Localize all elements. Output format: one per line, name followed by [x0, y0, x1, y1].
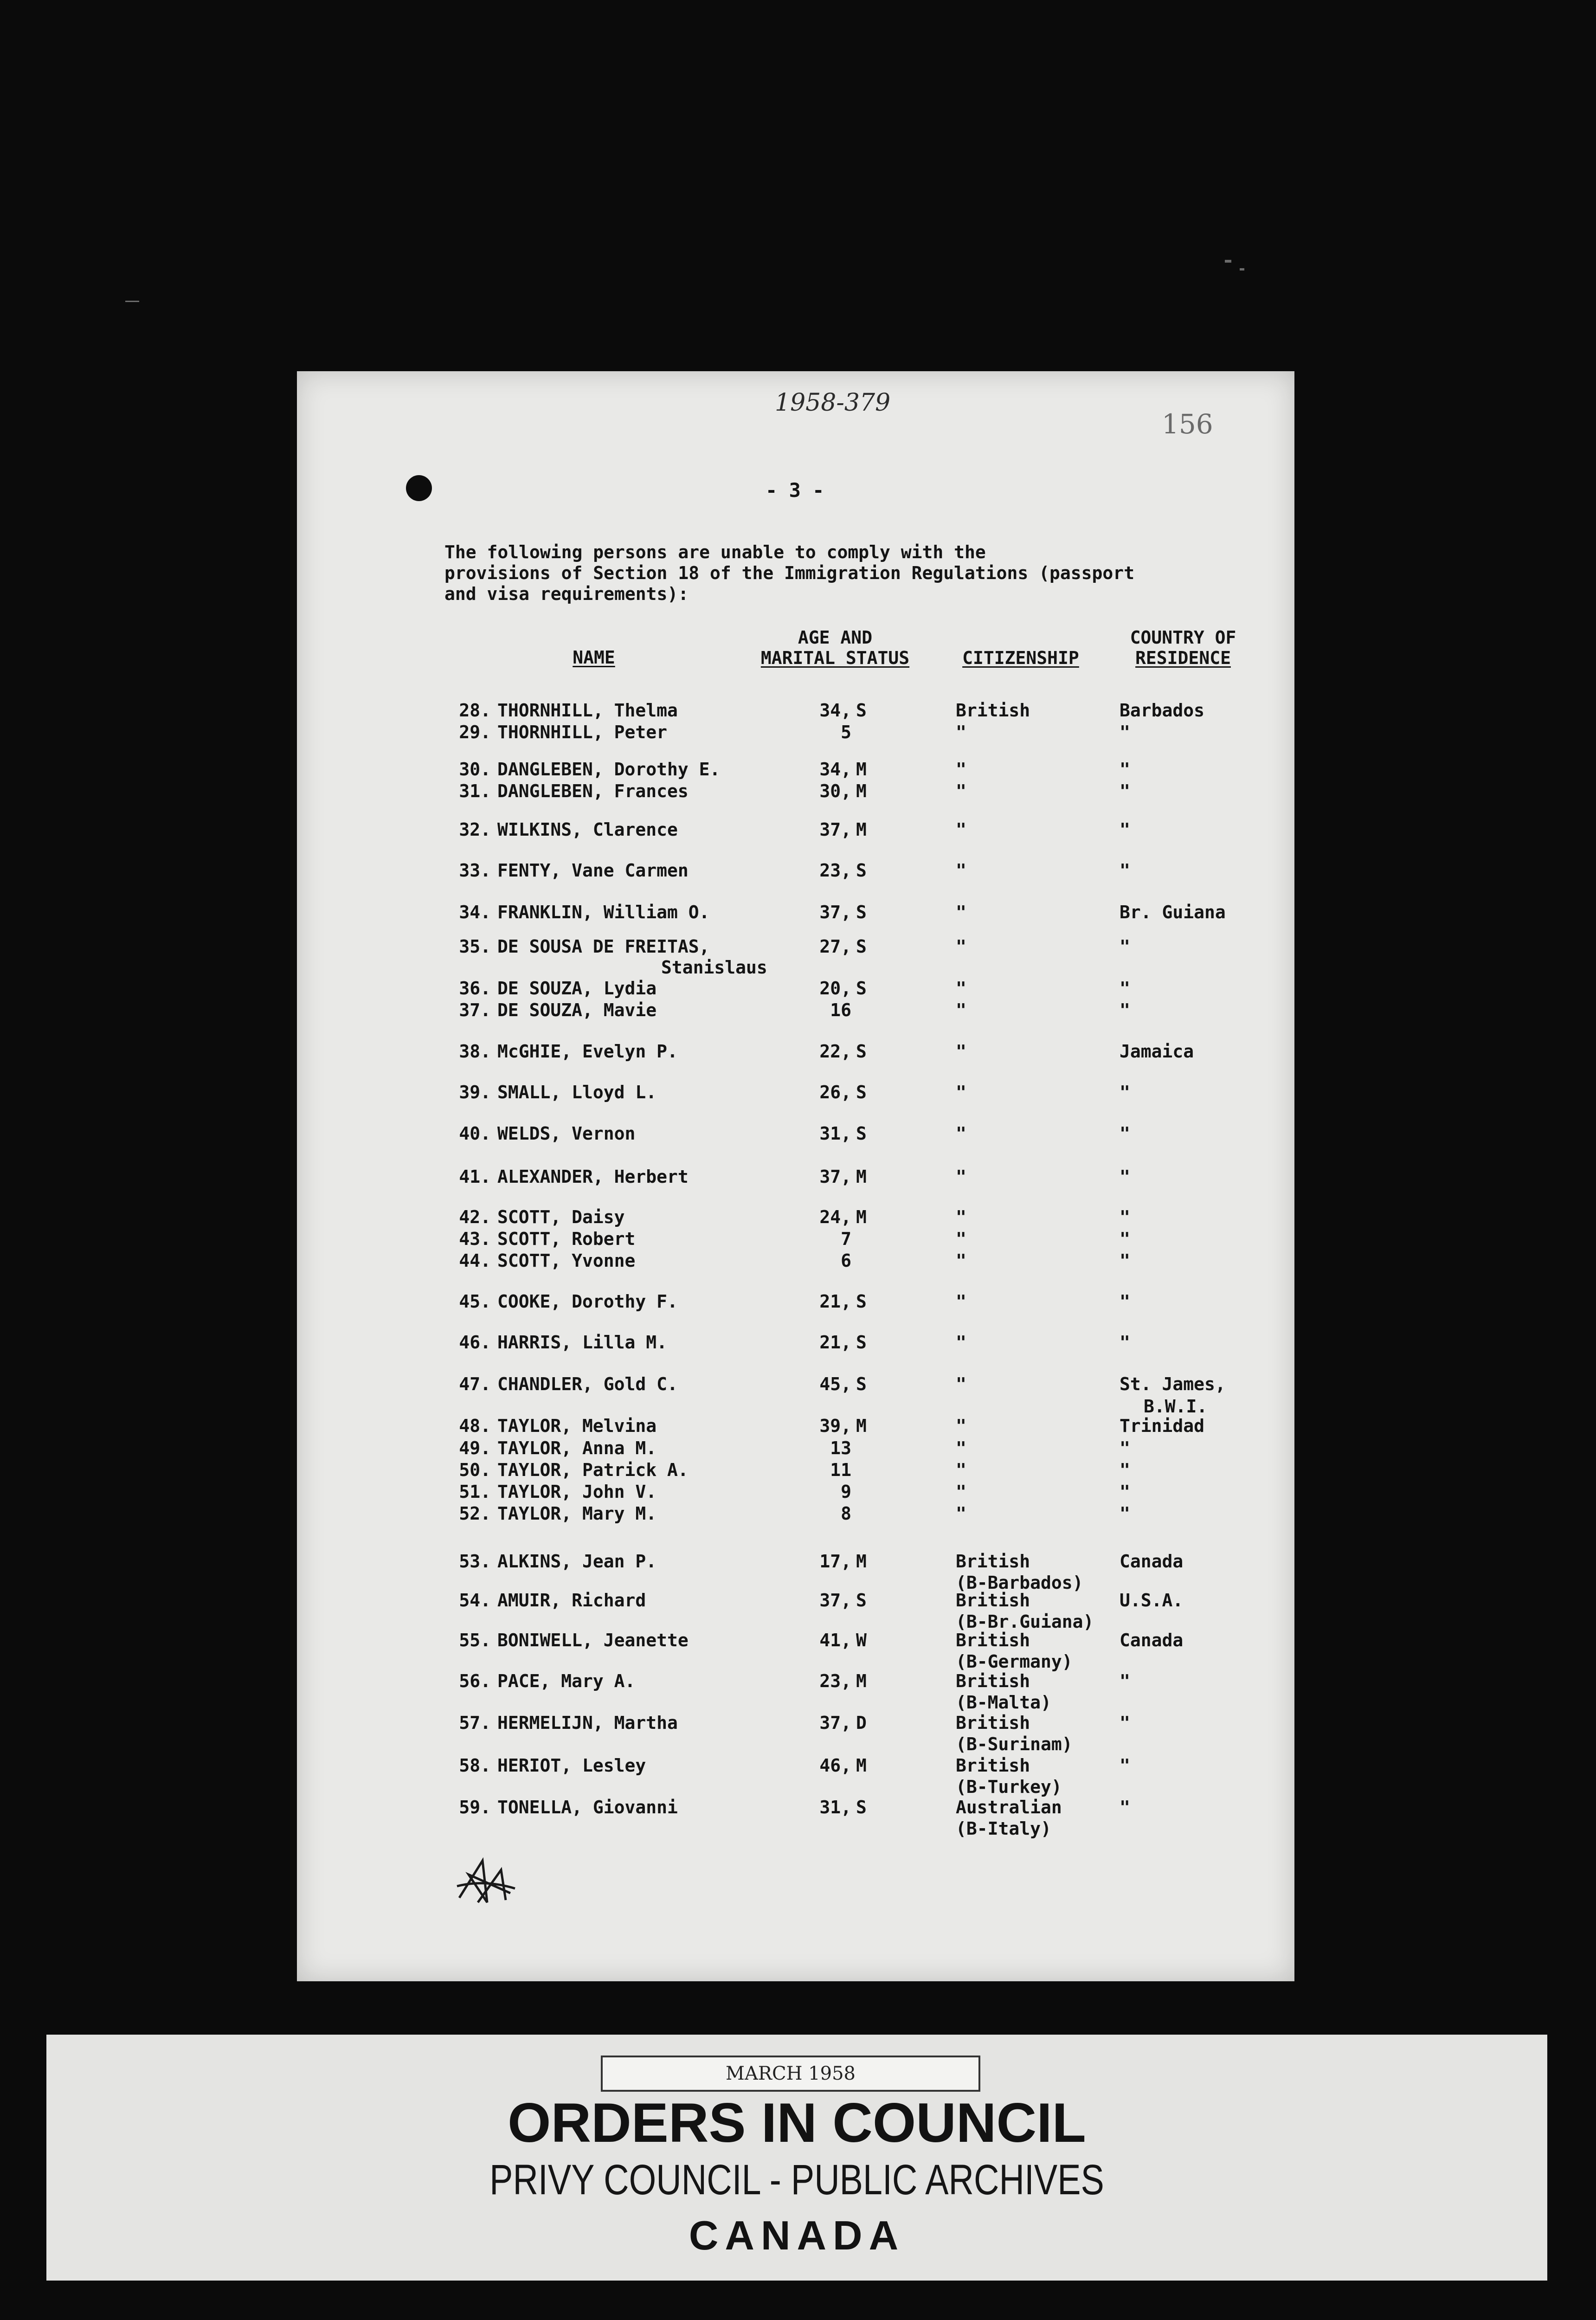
cell-citizenship: " [956, 722, 966, 742]
cell-status: M [856, 1416, 867, 1436]
table-row [297, 1228, 1294, 1250]
cell-name: SCOTT, Daisy [497, 1207, 625, 1227]
cell-status: S [856, 978, 867, 999]
punch-hole [406, 475, 432, 501]
cell-age: 37, [819, 1166, 851, 1187]
cell-name: DANGLEBEN, Dorothy E. [497, 759, 721, 780]
document-page [297, 371, 1294, 1981]
cell-age: 17, [819, 1551, 851, 1572]
table-row [297, 936, 1294, 957]
row-55-citizenship-cont: (B-Germany) [956, 1651, 1073, 1672]
cell-status: S [856, 1291, 867, 1312]
cell-num: 45. [459, 1291, 491, 1312]
cell-citizenship: " [956, 1250, 966, 1271]
row-58-citizenship-cont: (B-Turkey) [956, 1777, 1062, 1797]
scan-speck [125, 301, 139, 302]
cell-citizenship: " [956, 1503, 966, 1524]
header-country [1109, 627, 1257, 668]
cell-country: Canada [1120, 1551, 1184, 1572]
cell-name: McGHIE, Evelyn P. [497, 1041, 678, 1062]
cell-citizenship: " [956, 759, 966, 780]
cell-status: W [856, 1630, 867, 1650]
cell-status: M [856, 1166, 867, 1187]
cell-country: " [1120, 1482, 1130, 1502]
cell-country: " [1120, 1291, 1130, 1312]
cell-num: 48. [459, 1416, 491, 1436]
cell-age: 45, [819, 1374, 851, 1394]
cell-age: 34, [819, 759, 851, 780]
cell-name: DANGLEBEN, Frances [497, 781, 689, 801]
cell-status: D [856, 1713, 867, 1733]
cell-age: 34, [819, 700, 851, 721]
cell-name: TAYLOR, Melvina [497, 1416, 657, 1436]
cell-num: 43. [459, 1229, 491, 1249]
cell-num: 53. [459, 1551, 491, 1572]
cell-country: Br. Guiana [1120, 902, 1226, 922]
cell-country: U.S.A. [1120, 1590, 1184, 1611]
table-row [297, 1123, 1294, 1144]
cell-num: 30. [459, 759, 491, 780]
cell-age: 23, [819, 1671, 851, 1691]
cell-num: 32. [459, 819, 491, 840]
cell-country: St. James, [1120, 1374, 1226, 1394]
cell-age: 9 [841, 1482, 851, 1502]
cell-name: WILKINS, Clarence [497, 819, 678, 840]
cell-age: 27, [819, 936, 851, 957]
cell-citizenship: " [956, 1374, 966, 1394]
cell-num: 36. [459, 978, 491, 999]
cell-country: " [1120, 1438, 1130, 1458]
cell-age: 24, [819, 1207, 851, 1227]
cell-citizenship: " [956, 978, 966, 999]
cell-citizenship: " [956, 1482, 966, 1502]
row-54-citizenship-cont: (B-Br.Guiana) [956, 1611, 1094, 1632]
header-name-label: NAME [573, 647, 615, 668]
cell-name: SCOTT, Robert [497, 1229, 636, 1249]
cell-status: S [856, 936, 867, 957]
cell-name: TAYLOR, John V. [497, 1482, 657, 1502]
cell-citizenship: British [956, 1755, 1030, 1776]
cell-age: 37, [819, 1590, 851, 1611]
cell-num: 51. [459, 1482, 491, 1502]
cell-status: M [856, 781, 867, 801]
cell-country: " [1120, 722, 1130, 742]
cell-citizenship: " [956, 1438, 966, 1458]
cell-country: Jamaica [1120, 1041, 1194, 1062]
cell-name: ALKINS, Jean P. [497, 1551, 657, 1572]
cell-citizenship: Australian [956, 1797, 1062, 1817]
cell-citizenship: " [956, 936, 966, 957]
cell-name: DE SOUZA, Mavie [497, 1000, 657, 1020]
cell-age: 6 [841, 1250, 851, 1271]
table-row [297, 1551, 1294, 1572]
cell-age: 20, [819, 978, 851, 999]
table-row [297, 1332, 1294, 1353]
banner-title: ORDERS IN COUNCIL [508, 2092, 1086, 2154]
cell-status: S [856, 902, 867, 922]
cell-citizenship: " [956, 1229, 966, 1249]
cell-country: " [1120, 1755, 1130, 1776]
cell-status: M [856, 819, 867, 840]
table-row [297, 1082, 1294, 1103]
cell-age: 21, [819, 1332, 851, 1353]
table-row [297, 1373, 1294, 1395]
table-row [297, 1670, 1294, 1692]
cell-name: DE SOUZA, Lydia [497, 978, 657, 999]
header-citizenship [946, 648, 1095, 668]
cell-num: 56. [459, 1671, 491, 1691]
cell-age: 7 [841, 1229, 851, 1249]
banner-subtitle: PRIVY COUNCIL - PUBLIC ARCHIVES [489, 2156, 1104, 2204]
cell-num: 28. [459, 700, 491, 721]
cell-name: CHANDLER, Gold C. [497, 1374, 678, 1394]
cell-age: 16 [830, 1000, 851, 1020]
row-59-citizenship-cont: (B-Italy) [956, 1818, 1051, 1839]
cell-country: " [1120, 1123, 1130, 1144]
table-row [297, 1437, 1294, 1459]
cell-country: " [1120, 1250, 1130, 1271]
cell-num: 58. [459, 1755, 491, 1776]
row-53-citizenship-cont: (B-Barbados) [956, 1572, 1083, 1593]
cell-country: " [1120, 1207, 1130, 1227]
cell-num: 59. [459, 1797, 491, 1817]
table-row [297, 1166, 1294, 1187]
cell-citizenship: British [956, 1713, 1030, 1733]
cell-age: 41, [819, 1630, 851, 1650]
cell-age: 11 [830, 1460, 851, 1480]
cell-age: 37, [819, 819, 851, 840]
cell-citizenship: British [956, 1590, 1030, 1611]
cell-name: FENTY, Vane Carmen [497, 860, 689, 881]
cell-country: " [1120, 1082, 1130, 1102]
cell-citizenship: " [956, 1460, 966, 1480]
cell-status: M [856, 1551, 867, 1572]
cell-citizenship: " [956, 1041, 966, 1062]
cell-name: HARRIS, Lilla M. [497, 1332, 668, 1353]
header-age-line2: MARITAL STATUS [760, 648, 910, 668]
scan-speck [1240, 268, 1244, 271]
cell-status: S [856, 1374, 867, 1394]
cell-name: TAYLOR, Anna M. [497, 1438, 657, 1458]
banner-country: CANADA [689, 2212, 905, 2258]
cell-age: 39, [819, 1416, 851, 1436]
cell-age: 22, [819, 1041, 851, 1062]
cell-status: S [856, 700, 867, 721]
cell-citizenship: British [956, 1551, 1030, 1572]
row-57-citizenship-cont: (B-Surinam) [956, 1734, 1073, 1754]
cell-num: 46. [459, 1332, 491, 1353]
table-row [297, 999, 1294, 1021]
cell-num: 57. [459, 1713, 491, 1733]
header-country-line2: RESIDENCE [1135, 648, 1231, 668]
cell-status: M [856, 1207, 867, 1227]
cell-citizenship: " [956, 1291, 966, 1312]
cell-name: COOKE, Dorothy F. [497, 1291, 678, 1312]
cell-country: " [1120, 1229, 1130, 1249]
cell-num: 50. [459, 1460, 491, 1480]
cell-name: AMUIR, Richard [497, 1590, 646, 1611]
cell-citizenship: " [956, 1332, 966, 1353]
cell-citizenship: " [956, 1082, 966, 1102]
cell-num: 55. [459, 1630, 491, 1650]
cell-country: " [1120, 1503, 1130, 1524]
cell-country: " [1120, 1460, 1130, 1480]
cell-name: FRANKLIN, William O. [497, 902, 710, 922]
table-row [297, 1206, 1294, 1228]
cell-age: 23, [819, 860, 851, 881]
cell-num: 38. [459, 1041, 491, 1062]
cell-country: " [1120, 978, 1130, 999]
cell-name: THORNHILL, Peter [497, 722, 668, 742]
cell-name: SMALL, Lloyd L. [497, 1082, 657, 1102]
cell-name: HERIOT, Lesley [497, 1755, 646, 1776]
page-number: - 3 - [766, 479, 824, 502]
cell-age: 37, [819, 902, 851, 922]
cell-status: S [856, 1590, 867, 1611]
cell-num: 40. [459, 1123, 491, 1144]
cell-status: M [856, 759, 867, 780]
cell-citizenship: British [956, 1630, 1030, 1650]
cell-citizenship: " [956, 1416, 966, 1436]
table-row [297, 1503, 1294, 1524]
cell-country: " [1120, 759, 1130, 780]
cell-name: ALEXANDER, Herbert [497, 1166, 689, 1187]
table-row [297, 1630, 1294, 1651]
cell-country: Canada [1120, 1630, 1184, 1650]
cell-country: Trinidad [1120, 1416, 1205, 1436]
table-row [297, 1250, 1294, 1271]
cell-name: TAYLOR, Patrick A. [497, 1460, 689, 1480]
table-row [297, 860, 1294, 881]
cell-age: 31, [819, 1797, 851, 1817]
cell-age: 13 [830, 1438, 851, 1458]
cell-country: " [1120, 1166, 1130, 1187]
cell-citizenship: British [956, 1671, 1030, 1691]
table-row [297, 819, 1294, 840]
cell-country: Barbados [1120, 700, 1205, 721]
table-row [297, 700, 1294, 721]
cell-citizenship: " [956, 1123, 966, 1144]
cell-age: 31, [819, 1123, 851, 1144]
cell-num: 44. [459, 1250, 491, 1271]
cell-country: " [1120, 1000, 1130, 1020]
cell-num: 34. [459, 902, 491, 922]
cell-country: " [1120, 819, 1130, 840]
table-row [297, 1712, 1294, 1734]
header-age-status [738, 627, 933, 668]
cell-status: S [856, 1123, 867, 1144]
cell-num: 29. [459, 722, 491, 742]
cell-age: 26, [819, 1082, 851, 1102]
cell-status: S [856, 1041, 867, 1062]
cell-num: 49. [459, 1438, 491, 1458]
cell-num: 37. [459, 1000, 491, 1020]
table-row [297, 1797, 1294, 1818]
cell-citizenship: " [956, 819, 966, 840]
cell-name: PACE, Mary A. [497, 1671, 636, 1691]
cell-age: 5 [841, 722, 851, 742]
folio-number: 156 [1162, 408, 1213, 440]
cell-num: 39. [459, 1082, 491, 1102]
row-35-name-cont: Stanislaus [661, 957, 767, 978]
cell-name: THORNHILL, Thelma [497, 700, 678, 721]
cell-country: " [1120, 936, 1130, 957]
table-row [297, 902, 1294, 923]
cell-country: " [1120, 1332, 1130, 1353]
cell-country: " [1120, 860, 1130, 881]
cell-citizenship: " [956, 781, 966, 801]
table-row [297, 1041, 1294, 1062]
archive-banner [46, 2035, 1547, 2281]
scan-speck [1225, 260, 1231, 263]
cell-status: S [856, 1082, 867, 1102]
table-row [297, 722, 1294, 743]
cell-num: 47. [459, 1374, 491, 1394]
cell-age: 37, [819, 1713, 851, 1733]
table-row [297, 1590, 1294, 1611]
cell-country: " [1120, 1713, 1130, 1733]
cell-status: S [856, 860, 867, 881]
cell-status: S [856, 1797, 867, 1817]
cell-name: HERMELIJN, Martha [497, 1713, 678, 1733]
cell-name: TONELLA, Giovanni [497, 1797, 678, 1817]
cell-age: 21, [819, 1291, 851, 1312]
cell-citizenship: " [956, 902, 966, 922]
cell-citizenship: British [956, 700, 1030, 721]
cell-num: 54. [459, 1590, 491, 1611]
cell-num: 42. [459, 1207, 491, 1227]
cell-name: BONIWELL, Jeanette [497, 1630, 689, 1650]
cell-citizenship: " [956, 860, 966, 881]
table-row [297, 1291, 1294, 1312]
intro-paragraph: The following persons are unable to comply with the provisions of Section 18 of the Immigration Regulations (passport and visa requirements): [444, 542, 1135, 604]
row-56-citizenship-cont: (B-Malta) [956, 1692, 1051, 1713]
header-name [547, 647, 640, 668]
cell-citizenship: " [956, 1166, 966, 1187]
cell-num: 35. [459, 936, 491, 957]
cell-status: M [856, 1755, 867, 1776]
header-age-line1: AGE AND [798, 627, 873, 648]
cell-status: M [856, 1671, 867, 1691]
table-row [297, 780, 1294, 802]
cell-num: 41. [459, 1166, 491, 1187]
cell-age: 8 [841, 1503, 851, 1524]
table-row [297, 978, 1294, 999]
cell-num: 31. [459, 781, 491, 801]
cell-name: DE SOUSA DE FREITAS, [497, 936, 710, 957]
cell-num: 52. [459, 1503, 491, 1524]
cell-num: 33. [459, 860, 491, 881]
cell-country: " [1120, 781, 1130, 801]
cell-status: S [856, 1332, 867, 1353]
cell-citizenship: " [956, 1000, 966, 1020]
date-label: MARCH 1958 [601, 2056, 980, 2092]
row-47-country-cont: B.W.I. [1144, 1396, 1208, 1417]
table-row [297, 1481, 1294, 1502]
cell-age: 30, [819, 781, 851, 801]
handwritten-reference: 1958-379 [775, 389, 891, 417]
table-row [297, 1415, 1294, 1437]
cell-name: TAYLOR, Mary M. [497, 1503, 657, 1524]
table-row [297, 1755, 1294, 1776]
cell-name: WELDS, Vernon [497, 1123, 636, 1144]
header-citizenship-label: CITIZENSHIP [962, 648, 1079, 668]
cell-age: 46, [819, 1755, 851, 1776]
cell-name: SCOTT, Yvonne [497, 1250, 636, 1271]
cell-country: " [1120, 1671, 1130, 1691]
cell-country: " [1120, 1797, 1130, 1817]
cell-citizenship: " [956, 1207, 966, 1227]
signature-mark [450, 1842, 520, 1912]
table-row [297, 759, 1294, 780]
header-country-line1: COUNTRY OF [1130, 627, 1236, 648]
table-row [297, 1459, 1294, 1481]
